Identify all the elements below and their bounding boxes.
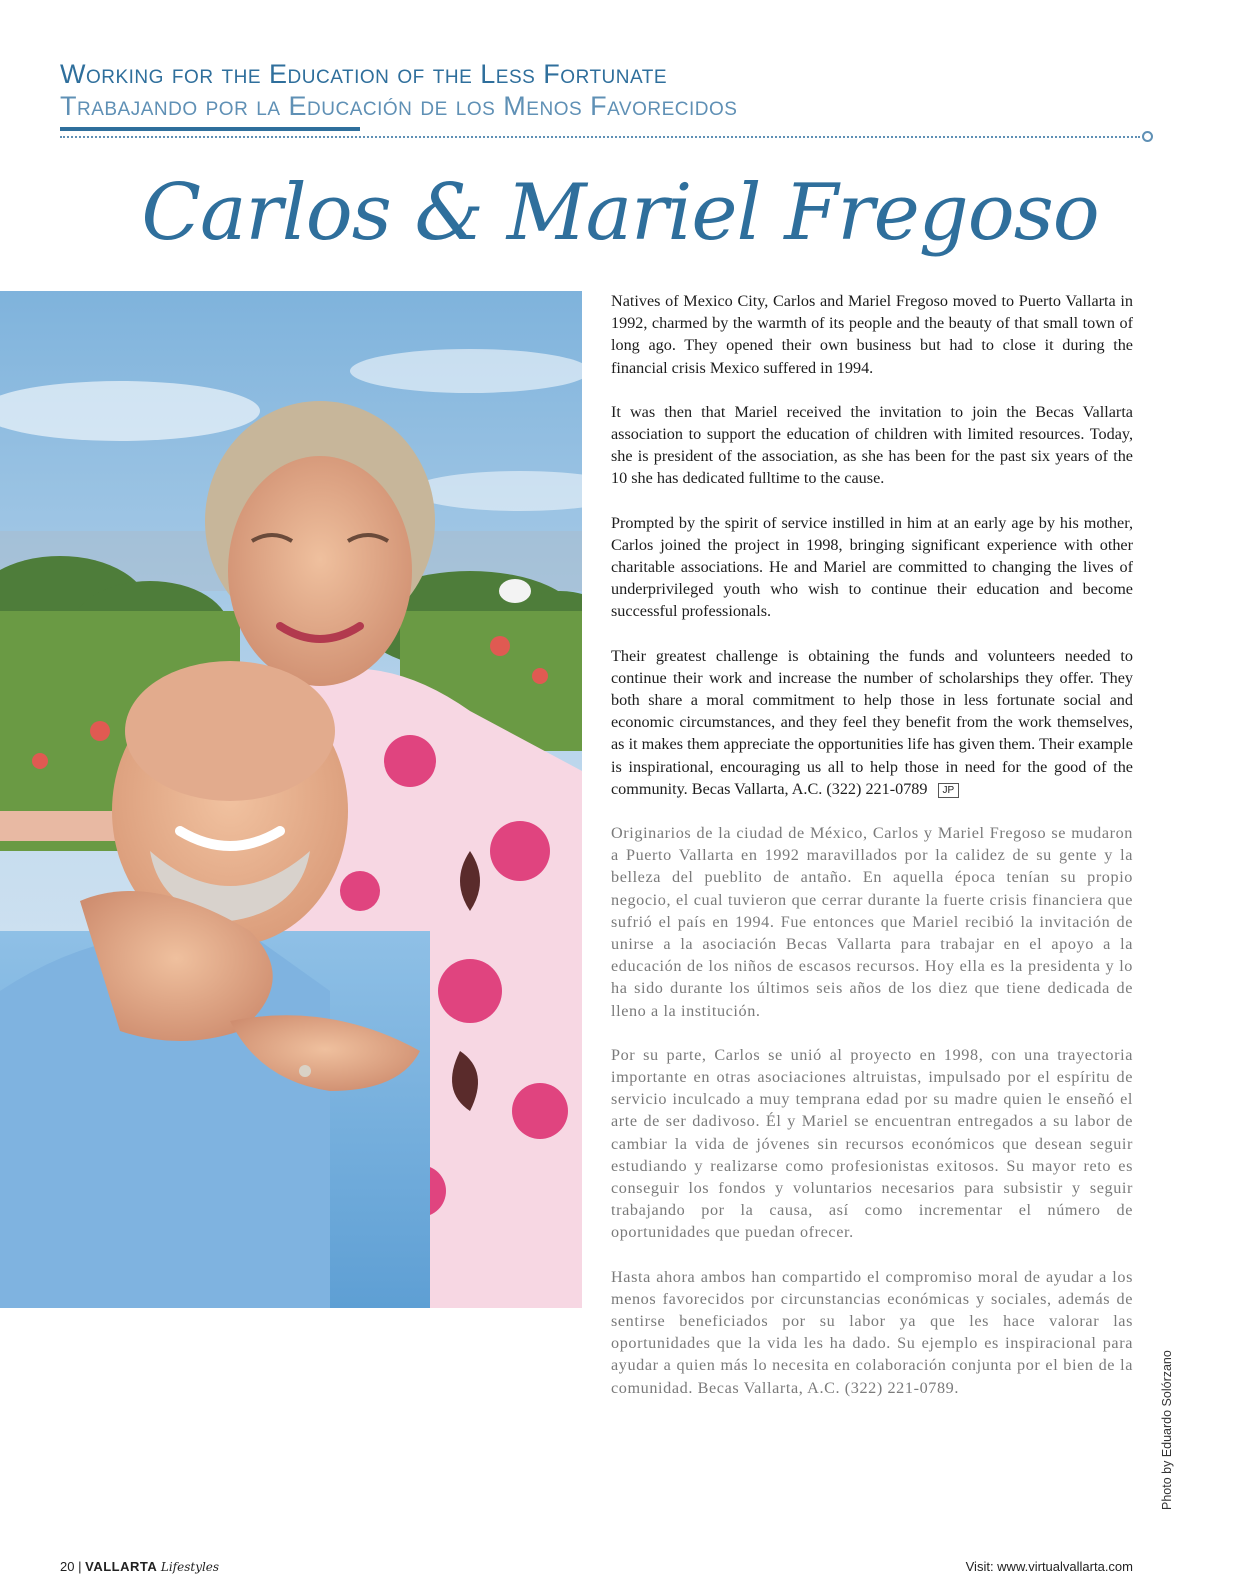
article-paragraph: Prompted by the spirit of service instilled in him at an early age by his mother, Carlos joined the project in 1998, bringing significant experience with other charitable associations. He and Mariel are committed to changing the lives of underprivileged youth who wish to continue their education and become successful professionals. <box>611 513 1133 621</box>
article-body-english <box>611 290 1133 822</box>
magazine-brand: VALLARTA <box>85 1559 158 1574</box>
folio-separator: | <box>78 1559 82 1574</box>
author-initials-badge: JP <box>938 783 960 798</box>
footer-folio <box>60 1559 219 1574</box>
article-title: Carlos & Mariel Fregoso <box>141 168 1099 258</box>
photo-credit: Photo by Eduardo Solórzano <box>1160 1350 1174 1510</box>
article-paragraph: It was then that Mariel received the invitation to join the Becas Vallarta association to support the education of children with limited resources. Today, she is president of the association, as she has been for the past six years of the 10 she has dedicated fulltime to the cause. <box>611 402 1133 488</box>
article-paragraph: Originarios de la ciudad de México, Carlos y Mariel Fregoso se mudaron a Puerto Vallarta en 1992 maravillados por la calidez de su gente y la belleza del pueblito de antaño. En aquella época tenían su propio negocio, el cual tuvieron que cerrar durante la fuerte crisis financiera que sufrió el país en 1994. Fue entonces que Mariel recibió la invitación de unirse a la asociación Becas Vallarta para trabajar en el apoyo a la educación de los niños de escasos recursos. Hoy ella es la presidenta y lo ha sido durante los últimos seis años de los diez que tiene dedicada de lleno a la institución. <box>611 824 1133 1020</box>
article-paragraph: Por su parte, Carlos se unió al proyecto en 1998, con una trayectoria importante en otras asociaciones altruistas, impulsado por el espíritu de servicio inculcado a muy temprana edad por su madre quien le enseñó el arte de ser dadivoso. Él y Mariel se encuentran entregados a su labor de cambiar la vida de jóvenes sin recursos económicos que desean seguir estudiando y realizarse como profesionistas exitosos. Su mayor reto es conseguir los fondos y voluntarios necesarios para subsistir y seguir trabajando por la causa, así como incrementar el número de oportunidades que puedan ofrecer. <box>611 1045 1133 1242</box>
portrait-photo <box>0 291 582 1308</box>
article-paragraph-text: Their greatest challenge is obtaining the funds and volunteers needed to continue their work and increase the number of scholarships they offer. They both share a moral commitment to help those in less fortunate social and economic circumstances, and they feel they benefit from the work themselves, as it makes them appreciate the opportunities life has given them. Their example is inspirational, encouraging us all to help those in need for the good of the community. Becas Vallarta, A.C. (322) 221-0789 <box>611 646 1133 798</box>
article-paragraph-last <box>611 645 1133 800</box>
footer-visit-link[interactable]: Visit: www.virtualvallarta.com <box>965 1559 1133 1574</box>
dotted-divider <box>60 136 1140 138</box>
divider-end-circle-icon <box>1142 131 1153 142</box>
article-body-spanish <box>611 822 1133 1421</box>
kicker-spanish: Trabajando por la Educación de los Menos Favorecidos <box>60 91 738 121</box>
section-kicker <box>60 58 737 122</box>
article-paragraph: Natives of Mexico City, Carlos and Mariel Fregoso moved to Puerto Vallarta in 1992, charmed by the warmth of its people and the beauty of that small town of long ago. They opened their own business but had to close it during the financial crisis Mexico suffered in 1994. <box>611 292 1133 377</box>
page-number: 20 <box>60 1559 75 1574</box>
kicker-english: Working for the Education of the Less Fortunate <box>60 59 668 89</box>
portrait-illustration <box>0 291 582 1308</box>
magazine-brand-suffix: Lifestyles <box>160 1560 220 1574</box>
article-paragraph: Hasta ahora ambos han compartido el compromiso moral de ayudar a los menos favorecidos por circunstancias económicas y sociales, además de sentirse beneficiados por su labor ya que les hace valorar las oportunidades que la vida les ha dado. Su ejemplo es inspiracional para ayudar a quien más lo necesita en colaboración conjunta por el bien de la comunidad. Becas Vallarta, A.C. (322) 221-0789. <box>611 1267 1133 1397</box>
kicker-underline <box>60 127 360 131</box>
